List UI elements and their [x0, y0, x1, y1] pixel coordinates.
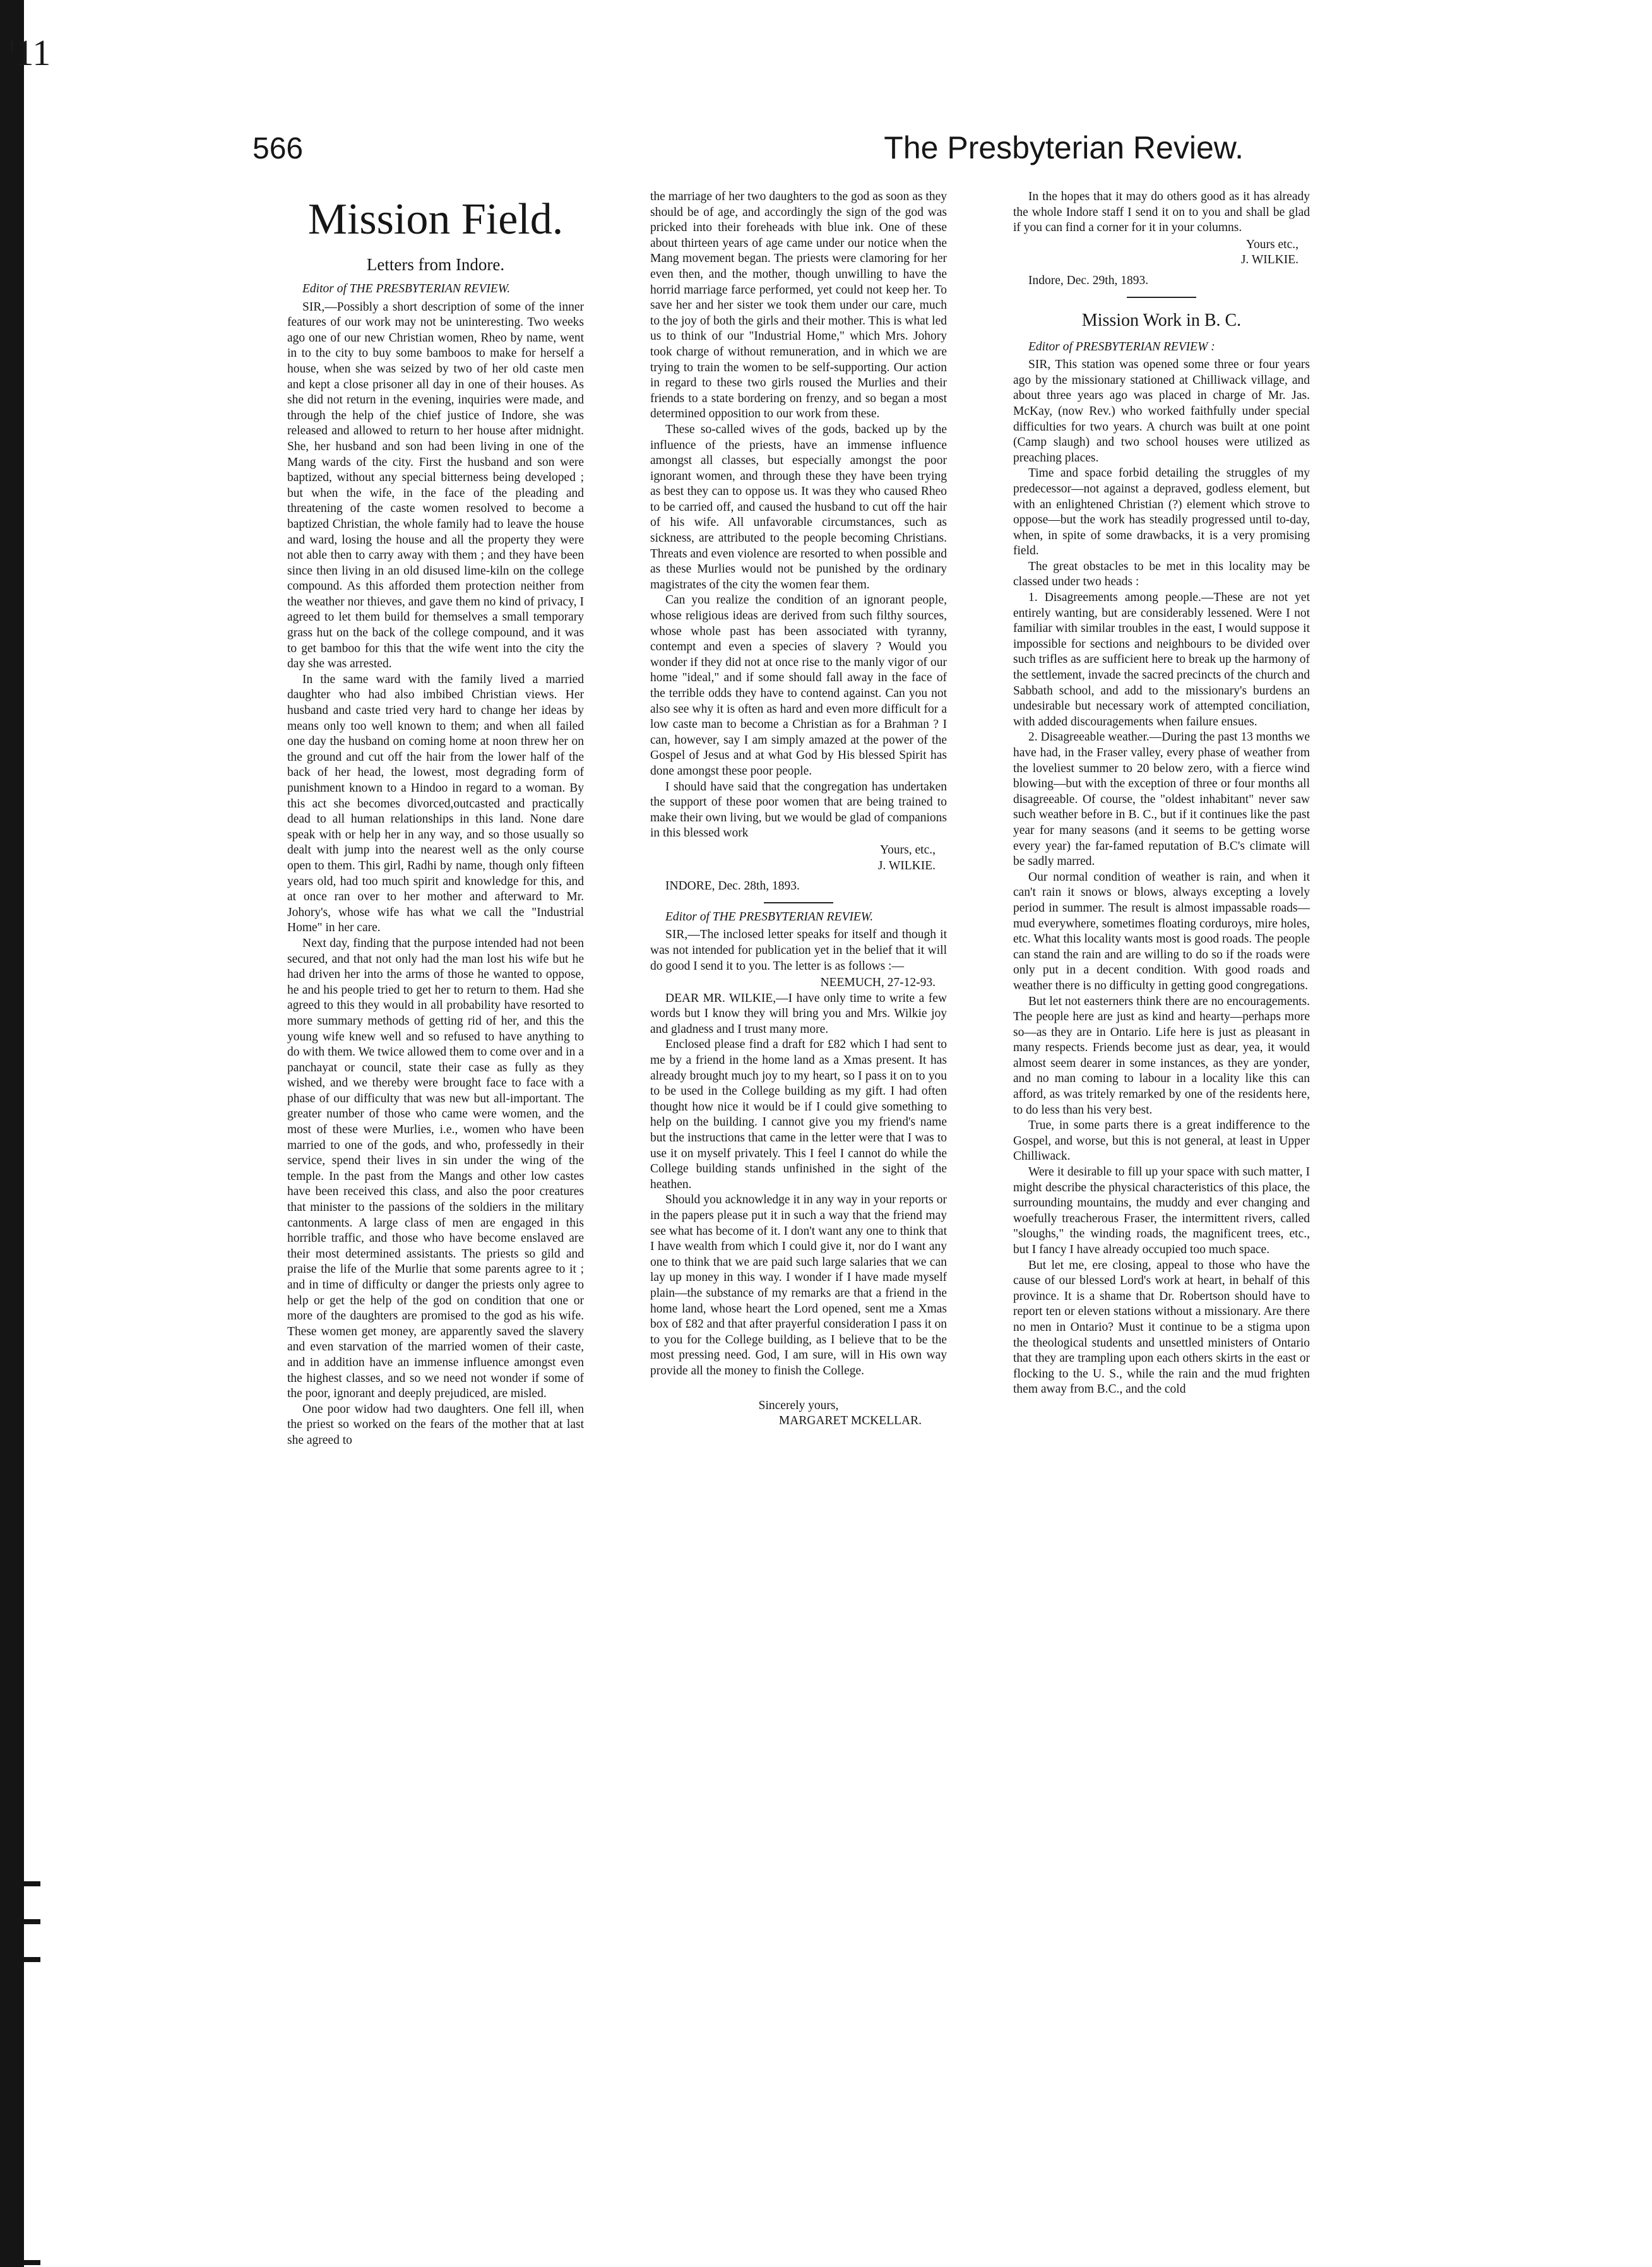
- paragraph: SIR,—The inclosed letter speaks for itself and though it was not intended for publication yet in the belief that it will do good I send it to you. The letter is as follows :—: [650, 928, 947, 973]
- paragraph: Can you realize the condition of an ignorant people, whose religious ideas are derived from such filthy sources, whose whole past has been associated with tyranny, contempt and even a species of slavery ? Would you wonder if they did not at once rise to the manly vigor of our home "ideal," and if some should fall away in the face of the terrible odds they have to contend against. Can you not also see why it is often as hard and even more difficult for a low caste man to become a Christian as for a Brahman ? I can, however, say I am simply amazed at the power of the Gospel of Jesus and at what God by His blessed Spirit has done amongst these poor people.: [650, 593, 947, 778]
- article-title: Mission Work in B. C.: [1081, 310, 1242, 330]
- journal-title: The Presbyterian Review.: [884, 130, 1244, 165]
- place-date: Indore, Dec. 29th, 1893.: [1028, 273, 1149, 287]
- scan-edge-tick: [24, 1919, 40, 1924]
- scan-edge-tick: [24, 2260, 40, 2265]
- closing-signature: MARGARET MCKELLAR.: [778, 1414, 922, 1428]
- divider: [764, 902, 833, 903]
- paragraph: Time and space forbid detailing the struggles of my predecessor—not against a depraved, godless element, but with an enlightened Christian (?) element which strove to oppose—but the work has steadily progressed until to-day, when, in spite of some drawbacks, it is a very promising field.: [1013, 467, 1310, 558]
- paragraph: Were it desirable to fill up your space with such matter, I might describe the physical characteristics of this place, the surrounding mountains, the muddy and ever changing and woefully treacherous Fraser, the intermittent rivers, called "sloughs," the winding roads, the magnificent trees, etc., but I fancy I have already occupied too much space.: [1013, 1165, 1310, 1256]
- letter-place-date: NEEMUCH, 27-12-93.: [820, 976, 936, 990]
- paragraph: In the hopes that it may do others good as it has already the whole Indore staff I send it on to you and shall be glad if you can find a corner for it in your columns.: [1013, 190, 1310, 235]
- divider: [1127, 297, 1196, 298]
- column-2: [650, 189, 947, 1429]
- paragraph: But let me, ere closing, appeal to those who have the cause of our blessed Lord's work at heart, in behalf of this province. It is a shame that Dr. Robertson should have to report ten or eleven stations without a missionary. Are there no men in Ontario? Must it continue to be a stigma upon the theological students and unsettled ministers of Ontario that they are trampling upon each others skirts in the east or flocking to the U. S., while the rain and the mud frighten them away from B.C., and the cold: [1013, 1258, 1310, 1396]
- sign-off: Yours etc.,: [1245, 237, 1298, 251]
- closing: Sincerely yours,: [758, 1398, 839, 1412]
- place-date: INDORE, Dec. 28th, 1893.: [665, 879, 800, 893]
- signature: J. WILKIE.: [1240, 253, 1298, 267]
- sign-off: Yours, etc.,: [880, 843, 936, 857]
- paragraph: Enclosed please find a draft for £82 which I had sent to me by a friend in the home land as a Xmas present. It has already brought much joy to my heart, so I pass it on to you to be used in the College building as my gift. I had often thought how nice it would be if I could give something to help on the building. I cannot give you my friend's name but the instructions that came in the letter were that I was to use it on myself privately. This I feel I cannot do while the College building stands unfinished in the sight of the heathen.: [650, 1038, 947, 1191]
- page-header: [253, 129, 1244, 180]
- paragraph: Should you acknowledge it in any way in your reports or in the papers please put it in such a way that the friend may see what has become of it. I don't want any one to think that I have wealth from which I could give it, nor do I want any one to think that we are paid such large salaries that we can lay up money in this way. I wonder if I have made myself plain—the substance of my remarks are that a friend in the home land, whose heart the Lord opened, sent me a Xmas box of £82 and that after prayerful consideration I pass it on to you for the College building, as I believe that to be the most pressing need. God, I am sure, will in His own way provide all the money to finish the College.: [650, 1193, 947, 1377]
- paragraph: 1. Disagreements among people.—These are not yet entirely wanting, but are considerably lessened. Were I not familiar with similar troubles in the east, I would suppose it impossible for sections and neighbours to be divided over such trifles as are sufficient here to break up the harmony of the settlement, invade the sacred precincts of the church and Sabbath school, and add to the missionary's burdens an undesirable but necessary work of attempted conciliation, with added discouragements when failure ensues.: [1013, 591, 1310, 729]
- paragraph: the marriage of her two daughters to the god as soon as they should be of age, and accordingly the sign of the god was pricked into their foreheads with blue ink. One of these about thirteen years of age came under our notice when the Mang movement began. The priests were clamoring for her even then, and the mother, though unwilling to have the horrid marriage farce performed, yet could not keep her. To save her and her sister we took them under our care, much to the joy of both the girls and their mother. This is what led us to think of our "Industrial Home," which Mrs. Johory took charge of without remuneration, and in which we are trying to train the women to be self-supporting. Our action in regard to these two girls roused the Murlies and their friends to a state bordering on frenzy, and so began a most determined opposition to our work from these.: [650, 190, 947, 421]
- paragraph: In the same ward with the family lived a married daughter who had also imbibed Christian views. Her husband and caste tried very hard to change her ideas by means only too well known to them; and when all failed one day the husband on coming home at noon threw her on the ground and cut off the hair from the lower half of the back of her head, the lowest, most degrading form of punishment known to a Hindoo in regard to a woman. By this act she becomes divorced,outcasted and practically dead to all human relationships in this land. None dare speak with or help her in any way, and so those usually so dealt with jump into the nearest well as the only course open to them. This girl, Radhi by name, though only fifteen years old, had too much spirit and knowledge for this, and at once ran over to her mother and afterward to Mr. Johory's, whose wife has what we call the "Industrial Home" in her care.: [287, 672, 584, 935]
- paragraph: The great obstacles to be met in this locality may be classed under two heads :: [1013, 559, 1310, 589]
- scan-edge-tick: [24, 1957, 40, 1962]
- paragraph: SIR,—Possibly a short description of some of the inner features of our work may not be uninteresting. Two weeks ago one of our new Christian women, Rheo by name, went in to the city to buy some bamboos to make for herself a house, when she was seized by two of her old caste men and kept a close prisoner all day in one of their houses. As she did not return in the evening, inquiries were made, and through the help of the chief justice of Indore, she was released and allowed to return to her house after midnight. She, her husband and son had been living in one of the Mang wards of the city. First the husband and son were baptized, without any special bitterness being developed ; but when the wife, in the face of the pleading and threatening of the caste women resolved to become a baptized Christian, the whole family had to leave the house and ward, losing the house and all the property they were not able then to carry away with them ; and they have been since then living in an old disused lime-kiln on the college compound. As this afforded them protection neither from the weather nor thieves, and gave them no kind of privacy, I agreed to let them build for themselves a small temporary grass hut on the back of the college compound, and it was to get bamboo for this that the wife went into the city the day she was arrested.: [287, 300, 584, 671]
- editor-line: Editor of THE PRESBYTERIAN REVIEW.: [665, 910, 874, 924]
- scan-edge: [0, 0, 24, 2267]
- paragraph: I should have said that the congregation has undertaken the support of these poor women that are being trained to make their own living, but we would be glad of companions in this blessed work: [650, 780, 947, 840]
- paragraph: Next day, finding that the purpose intended had not been secured, and that not only had the man lost his wife but he had driven her into the arms of those he wanted to oppose, he and his people tried to get her to return to them. Had she agreed to this they would in all probability have resorted to more summary methods of getting rid of her, and this the young wife knew well and so refused to have anything to do with them. We twice allowed them to come over and in a panchayat or council, state their case as fully as they wished, and we thereby were brought face to face with a phase of our difficulty that was new but all-important. The greater number of those who came were women, and the most of these were Murlies, i.e., women who have been married to one of the gods, and who, professedly in their service, spend their lives in sin under the wing of the temple. In the past from the Mangs and other low castes have been received this class, and also the poor creatures that minister to the passions of the soldiers in the military cantonments. A large class of men are engaged in this horrible traffic, and those who have become enslaved are their most determined assistants. The priests so gild and praise the life of the Murlie that some parents agree to it ; and in time of difficulty or danger the priests only agree to help or get the help of the god on condition that one or more of the daughters are promised to the god as his wife. These women get money, are apparently saved the slavery and even starvation of the married women of their caste, and in addition have an immense influence amongst even the highest classes, and so we need not wonder if some of the poor, ignorant and deeply prejudiced, are misled.: [287, 936, 584, 1401]
- column-1: [287, 189, 584, 1449]
- editor-line: Editor of THE PRESBYTERIAN REVIEW.: [302, 282, 511, 295]
- paragraph: One poor widow had two daughters. One fell ill, when the priest so worked on the fears of the mother that at last she agreed to: [287, 1402, 584, 1447]
- paragraph: 2. Disagreeable weather.—During the past 13 months we have had, in the Fraser valley, every phase of weather from the loveliest summer to 20 below zero, with a fierce wind blowing—but with the exception of three or four months all disagreeable. Of course, the "oldest inhabitant" never saw such weather before in B. C., but if it continues like the past year for many seasons (and it seems to be getting worse every year) the far-famed reputation of B.C's climate will be sadly marred.: [1013, 730, 1310, 869]
- editor-line: Editor of PRESBYTERIAN REVIEW :: [1028, 340, 1215, 354]
- paragraph: True, in some parts there is a great indifference to the Gospel, and worse, but this is not general, at least in Upper Chilliwack.: [1013, 1119, 1310, 1163]
- column-3: [1013, 189, 1310, 1398]
- paragraph: These so-called wives of the gods, backed up by the influence of the priests, have an immense influence amongst all classes, but especially amongst the poor ignorant women, and through these they have been trying as best they can to oppose us. It was they who caused Rheo to be carried off, and caused the husband to cut off the hair of his wife. All unfavorable circumstances, such as sickness, are attributed to the people becoming Christians. Threats and even violence are resorted to when possible and as these Murlies would not be punished by the ordinary magistrates of the city the women fear them.: [650, 422, 947, 592]
- paragraph: But let not easterners think there are no encouragements. The people here are just as kind and hearty—perhaps more so—as they are in Ontario. Life here is just as pleasant in many respects. Friends become just as dear, yea, it would almost seem dearer in some instances, as they are yonder, and no man coming to labour in a locality like this can afford, as was tritely remarked by one of the residents here, to do less than his very best.: [1013, 994, 1310, 1117]
- paragraph: SIR, This station was opened some three or four years ago by the missionary stationed at Chilliwack village, and about three years ago was placed in charge of Mr. Jas. McKay, (now Rev.) who worked faithfully under special difficulties for two years. A church was built at one point (Camp slaugh) and two school houses were utilized as preaching places.: [1013, 358, 1310, 465]
- section-heading: Mission Field.: [307, 195, 564, 244]
- page-number: 566: [253, 132, 304, 165]
- paragraph: DEAR MR. WILKIE,—I have only time to write a few words but I know they will bring you and Mrs. Wilkie joy and gladness and I trust many more.: [650, 991, 947, 1036]
- scan-edge-tick: [24, 1881, 40, 1886]
- signature: J. WILKIE.: [877, 859, 936, 872]
- paragraph: Our normal condition of weather is rain, and when it can't rain it snows or blows, always excepting a lovely period in summer. The result is almost impassable roads—mud everywhere, sometimes floating corduroys, mire holes, etc. What this locality wants most is good roads. The people can stand the rain and are willing to do so if the roads were only put in a decent condition. With good roads and weather there is no difficulty in getting good congregations.: [1013, 870, 1310, 992]
- margin-mark: ꞌ11: [9, 32, 51, 73]
- article-title: Letters from Indore.: [366, 255, 505, 274]
